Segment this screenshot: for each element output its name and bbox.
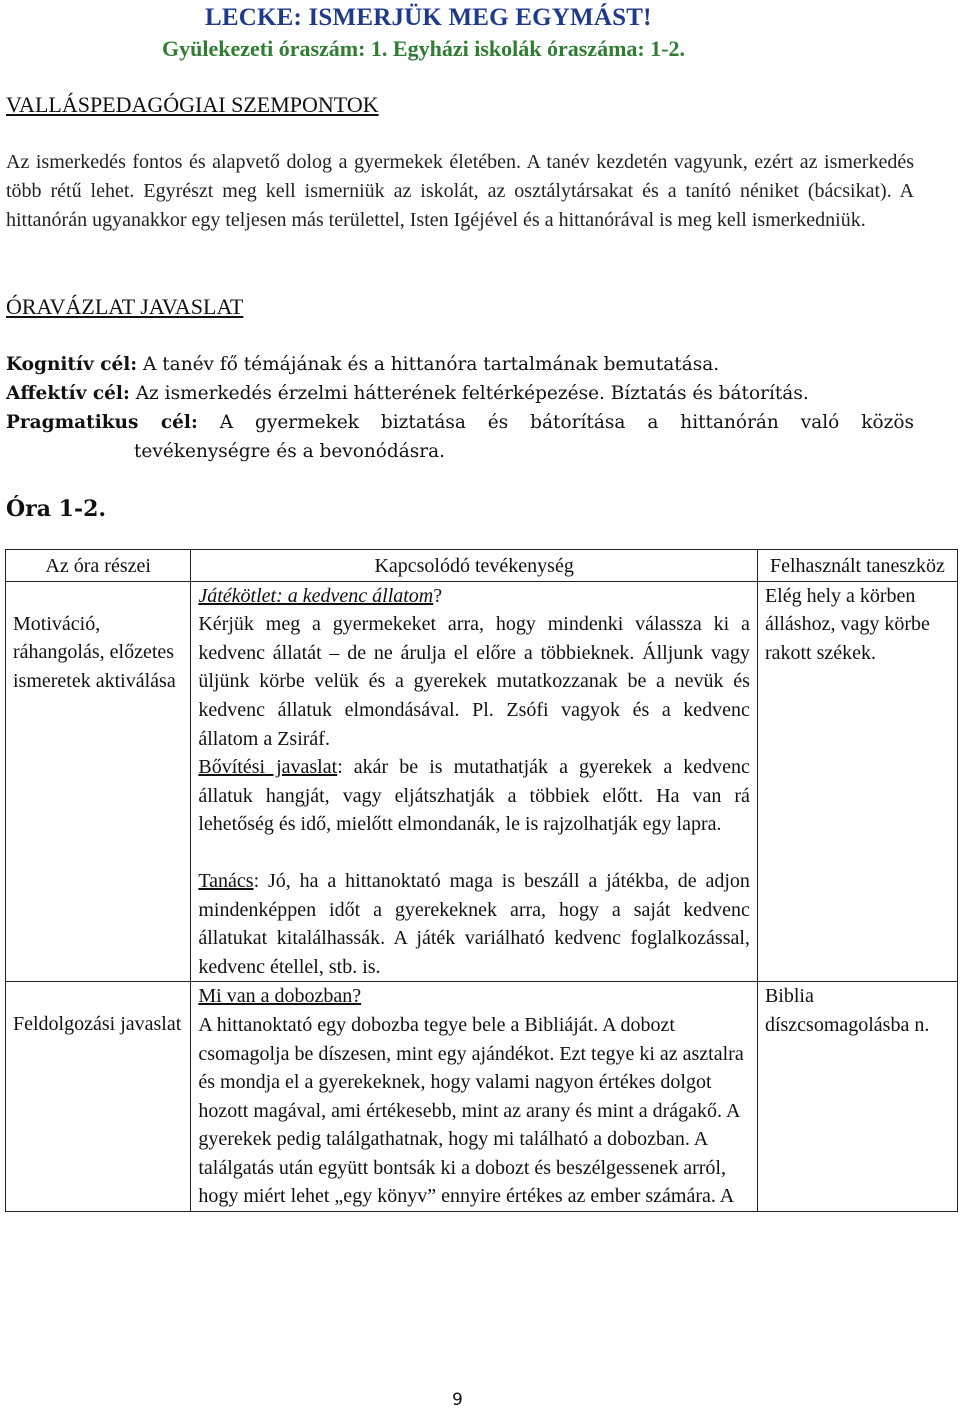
part-label: Feldolgozási javaslat: [13, 1013, 182, 1036]
header-parts: Az óra részei: [6, 550, 191, 582]
table-row: [6, 982, 958, 1212]
extension-suggestion: [198, 753, 750, 839]
table-row: [6, 581, 958, 982]
game-heading: [198, 582, 750, 611]
page-number: 9: [452, 1390, 463, 1410]
row-tools: Elég hely a körben álláshoz, vagy körbe rakott székek.: [757, 581, 957, 982]
header-activity: Kapcsolódó tevékenység: [191, 550, 758, 582]
pedagogy-paragraph: Az ismerkedés fontos és alapvető dolog a gyermekek életében. A tanév kezdetén vagyunk, ezért az ismerkedés több rétű lehet. Egyrészt meg kell ismerniük az iskolát, az osztálytársakat és a tanító néniket (bácsikat). A hittanórán ugyanakkor egy teljesen más területtel, Isten Igéjével és a hittanórával is meg kell ismerkedniük.: [6, 151, 914, 231]
goal-label: Affektív cél:: [6, 383, 130, 404]
lesson-subtitle: Gyülekezeti óraszám: 1. Egyházi iskolák óraszáma: 1-2.: [162, 36, 686, 61]
table-header-row: [6, 550, 958, 582]
section-heading-pedagogy: VALLÁSPEDAGÓGIAI SZEMPONTOK: [6, 92, 379, 117]
goal-text: A gyermekek biztatása és bátorítása a hittanórán való közös: [219, 412, 914, 433]
row-part: [6, 581, 191, 982]
lesson-title: LECKE: ISMERJÜK MEG EGYMÁST!: [205, 4, 652, 31]
goal-affective: [6, 379, 914, 408]
goal-label: Kognitív cél:: [6, 354, 138, 375]
tip-label: Tanács: [198, 869, 254, 892]
lesson-plan-table: [5, 549, 958, 1212]
game-title: Játékötlet: a kedvenc állatom: [198, 584, 434, 607]
lesson-label: Óra 1-2.: [6, 496, 107, 522]
goals-list: [6, 350, 914, 466]
game-description: Kérjük meg a gyermekeket arra, hogy mindenki válassza ki a kedvenc állatát – de ne árulja el előre a többieknek. Álljunk vagy üljünk körbe velük és a gyerekek mutatkozzanak be a nevük és kedvenc állatuk elmondásával. Pl. Zsófi vagyok és a kedvenc állatom a Zsiráf.: [198, 613, 750, 750]
activity-title: Mi van a dobozban?: [198, 985, 362, 1008]
goal-pragmatic-continuation: tevékenységre és a bevonódásra.: [134, 441, 446, 462]
goal-pragmatic: [6, 408, 914, 437]
row-tools: Biblia díszcsomagolásba n.: [757, 982, 957, 1212]
extension-label: Bővítési javaslat: [198, 756, 338, 779]
tip: [198, 867, 750, 981]
part-label: Motiváció, ráhangolás, előzetes ismeretek aktiválása: [13, 612, 176, 692]
goal-label: Pragmatikus cél:: [6, 412, 198, 433]
extension-text: : akár be is mutathatják a gyerekek a kedvenc állatuk hangját, vagy eljátszhatják a többiek előtt. Ha van rá lehetőség és idő, mielőtt elmondanák, le is rajzolhatják egy lapra.: [198, 756, 750, 836]
goal-text: A tanév fő témájának és a hittanóra tartalmának bemutatása.: [142, 354, 720, 375]
activity-description: A hittanoktató egy dobozba tegye bele a Bibliáját. A dobozt csomagolja be díszesen, mint egy ajándékot. Ezt tegye ki az asztalra és mondja el a gyerekeknek, hogy valami nagyon értékes dolgot hozott magával, ami értékesebb, mint az arany és mint a drágakő. A gyerekek pedig találgathatnak, hogy mi található a dobozban. A találgatás után együtt bontsák ki a dobozt és beszélgessenek arról, hogy miért lehet „egy könyv” ennyire értékes az ember számára. A: [198, 1013, 744, 1208]
section-heading-outline: ÓRAVÁZLAT JAVASLAT: [6, 294, 244, 319]
row-activity: [191, 982, 758, 1212]
tip-text: : Jó, ha a hittanoktató maga is beszáll a játékba, de adjon mindenképpen időt a gyerekeknek arra, hogy a saját kedvenc állatukat kitalálhassák. A játék variálható kedvenc foglalkozással, kedvenc étellel, stb. is.: [198, 869, 750, 978]
row-part: [6, 982, 191, 1212]
goal-text: Az ismerkedés érzelmi hátterének feltérképezése. Bíztatás és bátorítás.: [135, 383, 809, 404]
row-activity: [191, 581, 758, 982]
game-title-suffix: ?: [433, 584, 443, 607]
goal-cognitive: [6, 350, 914, 379]
header-tools: Felhasznált taneszköz: [757, 550, 957, 582]
